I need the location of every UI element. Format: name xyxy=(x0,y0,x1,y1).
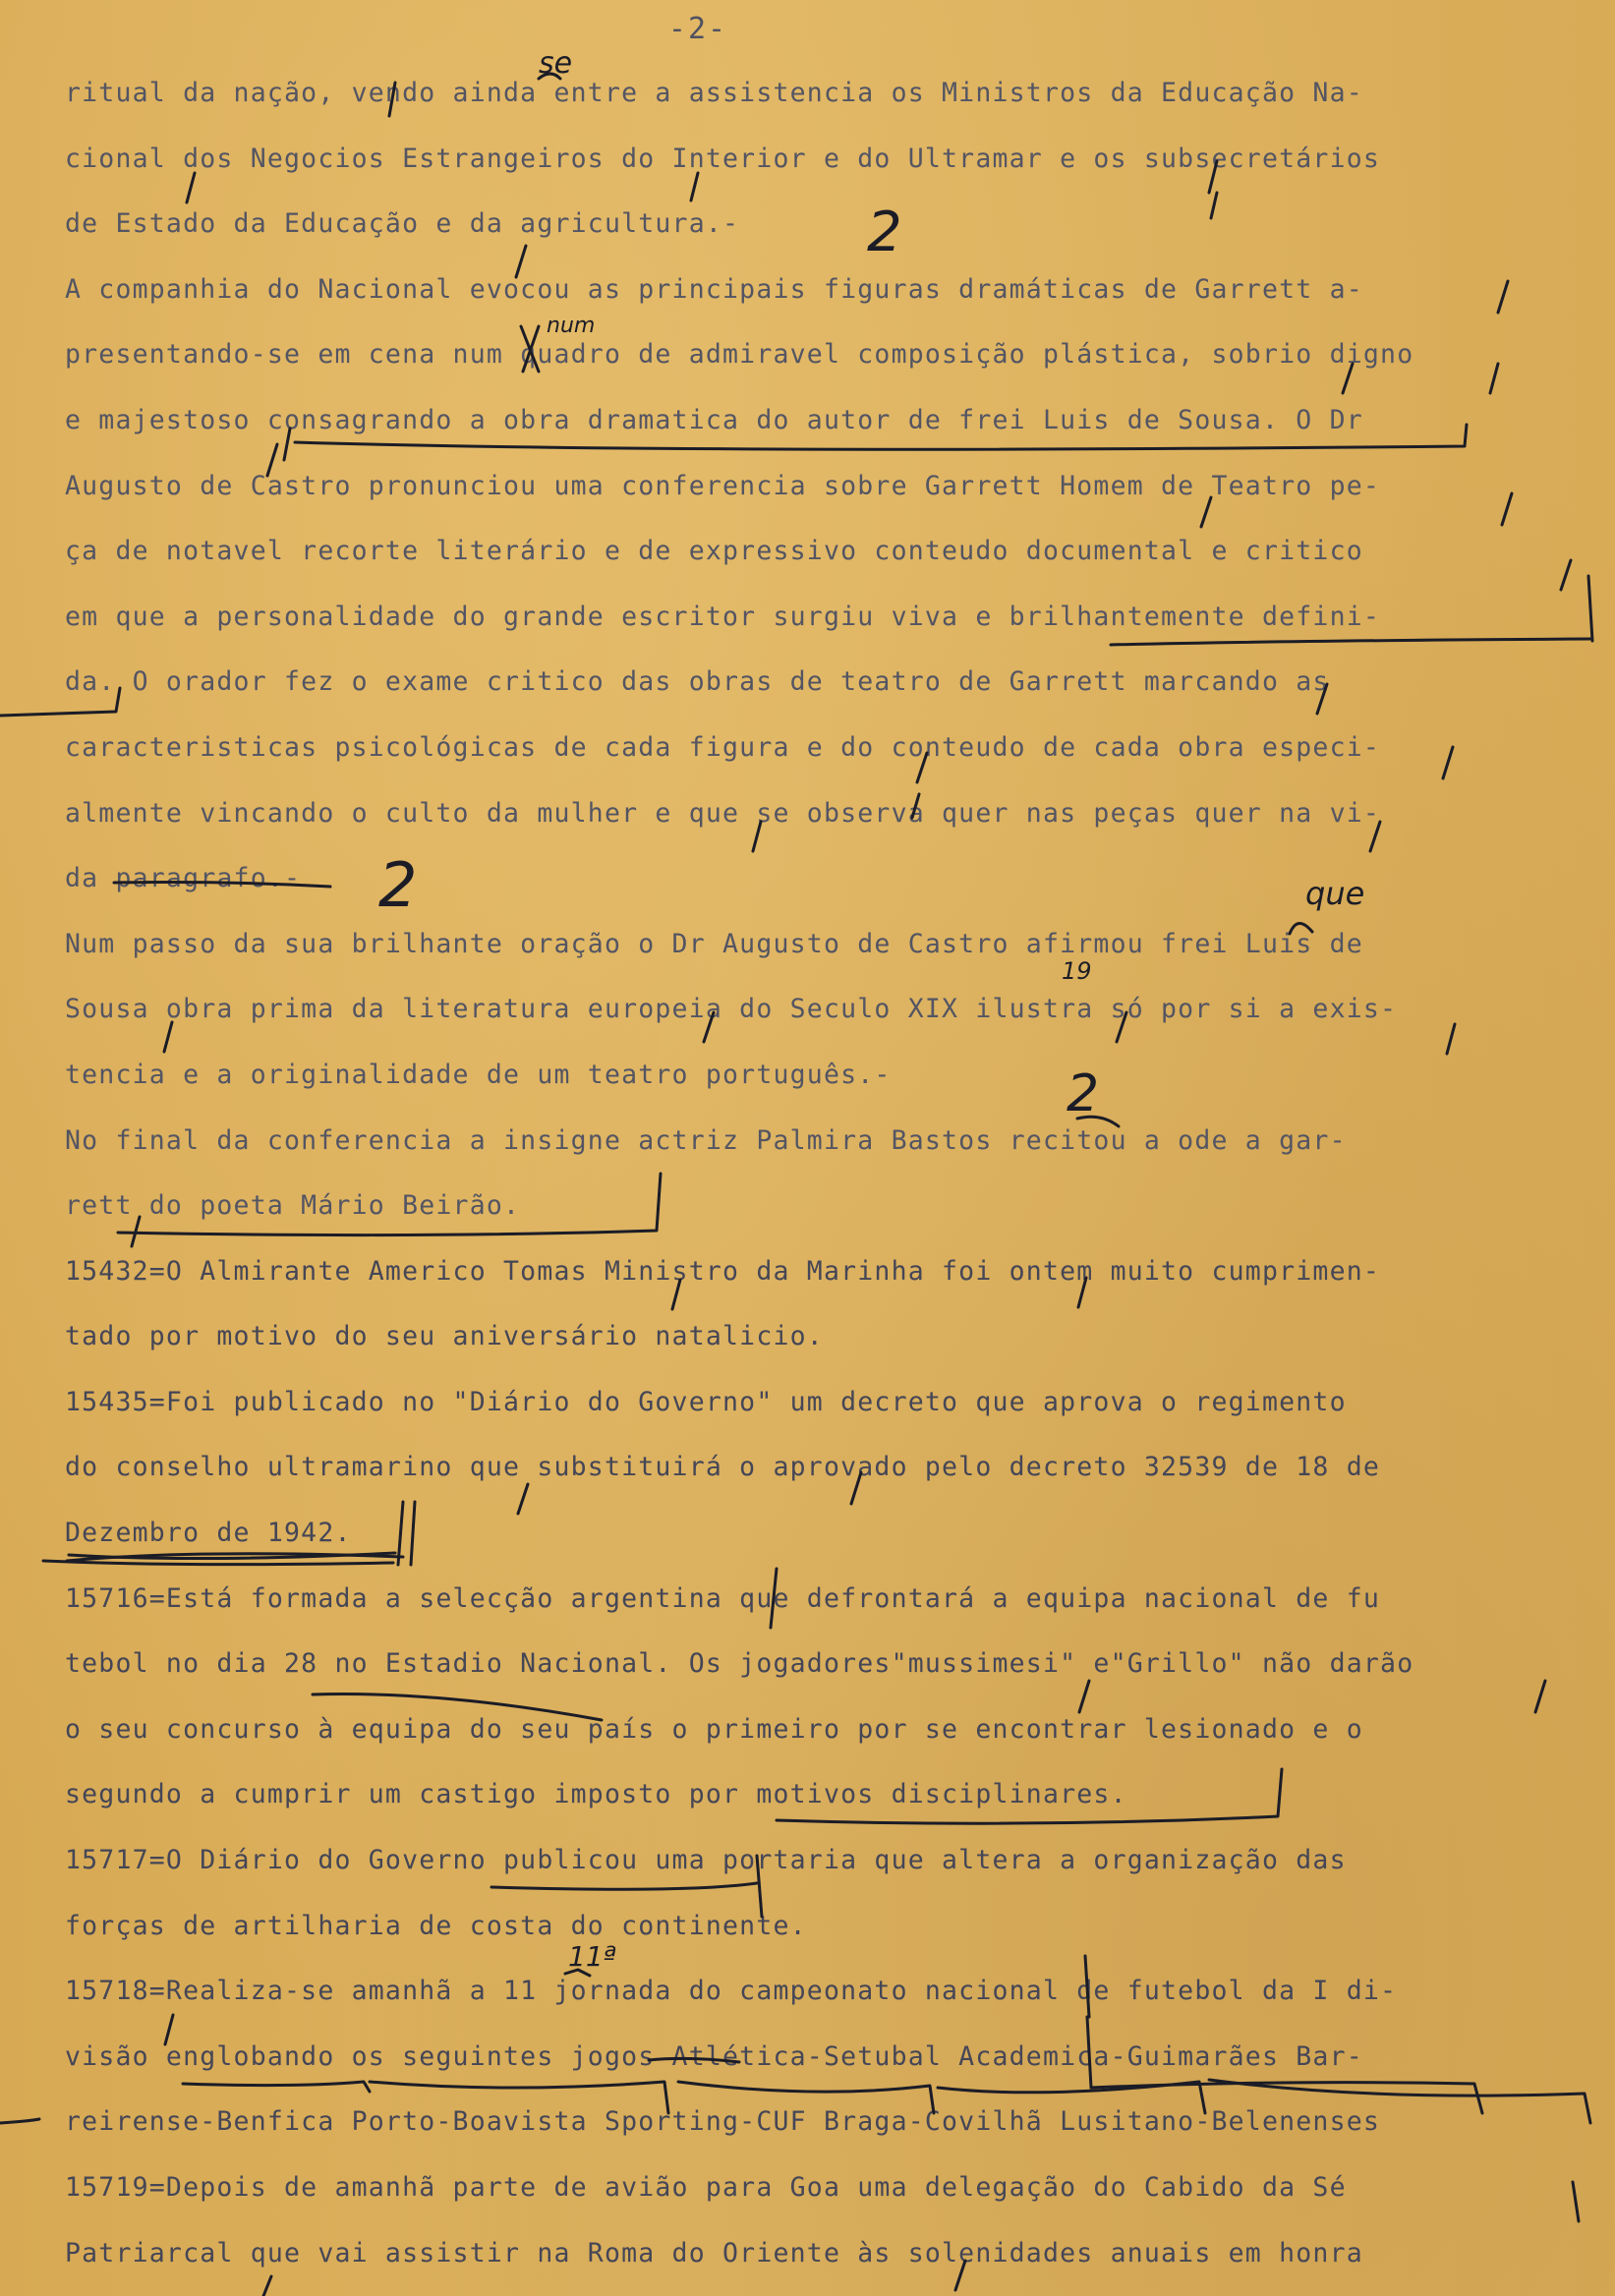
paragraph-mark: 2 xyxy=(378,849,418,921)
text-line: Augusto de Castro pronunciou uma conferencia sobre Garrett Homem de Teatro pe- xyxy=(65,470,1381,501)
text-line: de Estado da Educação e da agricultura.- xyxy=(65,208,740,240)
handwritten-insert-num: num xyxy=(547,314,596,338)
text-line: Dezembro de 1942. xyxy=(65,1518,352,1549)
handwritten-insert-se: se xyxy=(539,46,573,81)
text-line: segundo a cumprir um castigo imposto por motivos disciplinares. xyxy=(65,1779,1127,1810)
typed-text-block xyxy=(65,61,1598,2286)
handwritten-insert-19: 19 xyxy=(1062,957,1092,985)
text-line: e majestoso consagrando a obra dramatica do autor de frei Luis de Sousa. O Dr xyxy=(65,404,1363,435)
text-line: Patriarcal que vai assistir na Roma do Oriente às solenidades anuais em honra xyxy=(65,2237,1363,2268)
text-line: do conselho ultramarino que substituirá o aprovado pelo decreto 32539 de 18 de xyxy=(65,1452,1381,1483)
text-line: tebol no dia 28 no Estadio Nacional. Os jogadores"mussimesi" e"Grillo" não darão xyxy=(65,1648,1414,1680)
text-line: visão englobando os seguintes jogos Atlética-Setubal Academica-Guimarães Bar- xyxy=(65,2040,1363,2072)
text-line: caracteristicas psicológicas de cada figura e do conteudo de cada obra especi- xyxy=(65,731,1381,763)
text-line: presentando-se em cena num quadro de admiravel composição plástica, sobrio digno xyxy=(65,339,1414,371)
text-line: No final da conferencia a insigne actriz Palmira Bastos recitou a ode a gar- xyxy=(65,1124,1347,1156)
text-line: 15432=O Almirante Americo Tomas Ministro da Marinha foi ontem muito cumprimen- xyxy=(65,1255,1381,1287)
text-line: 15717=O Diário do Governo publicou uma portaria que altera a organização das xyxy=(65,1845,1347,1876)
text-line: tado por motivo do seu aniversário natalicio. xyxy=(65,1321,824,1352)
paragraph-mark: 2 xyxy=(1067,1064,1100,1123)
text-line: tencia e a originalidade de um teatro português.- xyxy=(65,1059,892,1090)
text-line: 15718=Realiza-se amanhã a 11 jornada do campeonato nacional de futebol da I di- xyxy=(65,1976,1398,2007)
page-number: -2- xyxy=(667,12,728,46)
text-line: da. O orador fez o exame critico das obras de teatro de Garrett marcando as xyxy=(65,666,1330,698)
text-line: Num passo da sua brilhante oração o Dr Augusto de Castro afirmou frei Luis de xyxy=(65,928,1363,959)
text-line: 15435=Foi publicado no "Diário do Governo" um decreto que aprova o regimento xyxy=(65,1386,1347,1417)
text-line: cional dos Negocios Estrangeiros do Interior e do Ultramar e os subsecretários xyxy=(65,143,1381,174)
text-line: da paragrafo.- xyxy=(65,863,302,894)
handwritten-insert-11a: 11ª xyxy=(568,1940,616,1973)
paragraph-mark: 2 xyxy=(867,201,902,264)
text-line: forças de artilharia de costa do continente. xyxy=(65,1910,807,1941)
handwritten-insert-que: que xyxy=(1305,875,1365,912)
text-line: em que a personalidade do grande escritor surgiu viva e brilhantemente defini- xyxy=(65,601,1381,632)
text-line: 15719=Depois de amanhã parte de avião para Goa uma delegação do Cabido da Sé xyxy=(65,2172,1347,2203)
text-line: 15716=Está formada a selecção argentina que defrontará a equipa nacional de fu xyxy=(65,1582,1381,1614)
text-line: o seu concurso à equipa do seu país o primeiro por se encontrar lesionado e o xyxy=(65,1713,1363,1745)
text-line: ritual da nação, vendo ainda entre a assistencia os Ministros da Educação Na- xyxy=(65,78,1363,108)
text-line: Sousa obra prima da literatura europeia do Seculo XIX ilustra só por si a exis- xyxy=(65,994,1398,1025)
text-line: rett do poeta Mário Beirão. xyxy=(65,1190,521,1222)
text-line: A companhia do Nacional evocou as principais figuras dramáticas de Garrett a- xyxy=(65,273,1363,305)
text-line: reirense-Benfica Porto-Boavista Sporting-CUF Braga-Covilhã Lusitano-Belenenses xyxy=(65,2106,1381,2138)
text-line: ça de notavel recorte literário e de expressivo conteudo documental e critico xyxy=(65,536,1363,567)
text-line: almente vincando o culto da mulher e que se observa quer nas peças quer na vi- xyxy=(65,797,1381,829)
